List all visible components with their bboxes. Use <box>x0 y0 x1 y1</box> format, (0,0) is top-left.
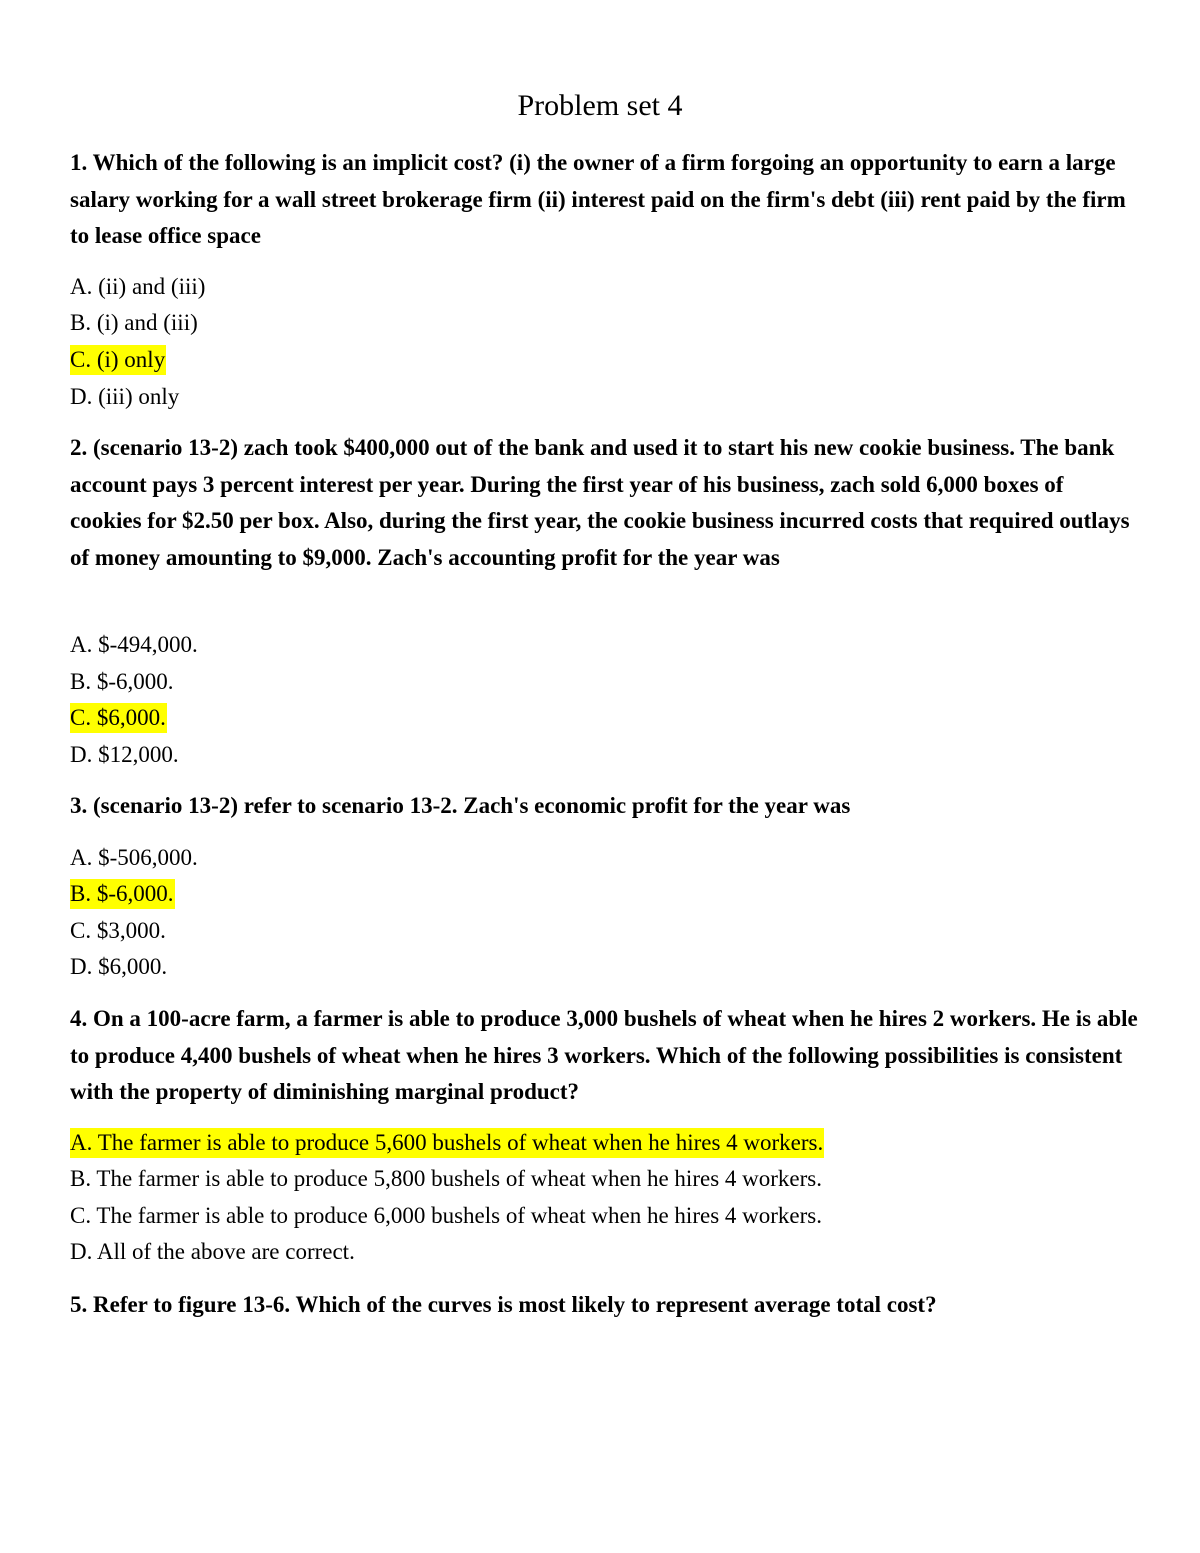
question-2-option-c: C. $6,000. <box>70 700 167 737</box>
question-3-option-c: C. $3,000. <box>70 918 166 943</box>
question-4-option-b: B. The farmer is able to produce 5,800 bushels of wheat when he hires 4 workers. <box>70 1166 822 1191</box>
question-4-text: 4. On a 100-acre farm, a farmer is able to produce 3,000 bushels of wheat when he hires 2 workers. He is able to produce 4,400 bushels of wheat when he hires 3 workers. Which of the following possibilities is consistent with the property of diminishing marginal product? <box>70 1006 1138 1104</box>
question-2-option-d: D. $12,000. <box>70 742 179 767</box>
question-3-option-b: B. $-6,000. <box>70 876 175 913</box>
question-3-text: 3. (scenario 13-2) refer to scenario 13-2. Zach's economic profit for the year was <box>70 793 851 818</box>
question-2-text: 2. (scenario 13-2) zach took $400,000 out of the bank and used it to start his new cookie business. The bank account pays 3 percent interest per year. During the first year of his business, zach sold 6,000 boxes of cookies for $2.50 per box. Also, during the first year, the cookie business incurred costs that required outlays of money amounting to $9,000. Zach's accounting profit for the year was <box>70 435 1130 570</box>
question-2-option-b: B. $-6,000. <box>70 669 174 694</box>
question-3-option-d: D. $6,000. <box>70 954 168 979</box>
question-5-text: 5. Refer to figure 13-6. Which of the curves is most likely to represent average total cost? <box>70 1292 937 1317</box>
question-4-option-a: A. The farmer is able to produce 5,600 bushels of wheat when he hires 4 workers. <box>70 1125 824 1162</box>
question-1-option-c: C. (i) only <box>70 342 166 379</box>
question-4-option-c: C. The farmer is able to produce 6,000 bushels of wheat when he hires 4 workers. <box>70 1203 822 1228</box>
question-2-option-a: A. $-494,000. <box>70 632 198 657</box>
question-4-option-d: D. All of the above are correct. <box>70 1239 355 1264</box>
question-1-option-b: B. (i) and (iii) <box>70 310 198 335</box>
question-1-option-a: A. (ii) and (iii) <box>70 274 206 299</box>
page-title: Problem set 4 <box>517 89 683 122</box>
question-1-option-d: D. (iii) only <box>70 384 180 409</box>
question-3-option-a: A. $-506,000. <box>70 845 198 870</box>
question-1-text: 1. Which of the following is an implicit cost? (i) the owner of a firm forgoing an opportunity to earn a large salary working for a wall street brokerage firm (ii) interest paid on the firm's debt (iii) rent paid by the firm to lease office space <box>70 150 1126 248</box>
